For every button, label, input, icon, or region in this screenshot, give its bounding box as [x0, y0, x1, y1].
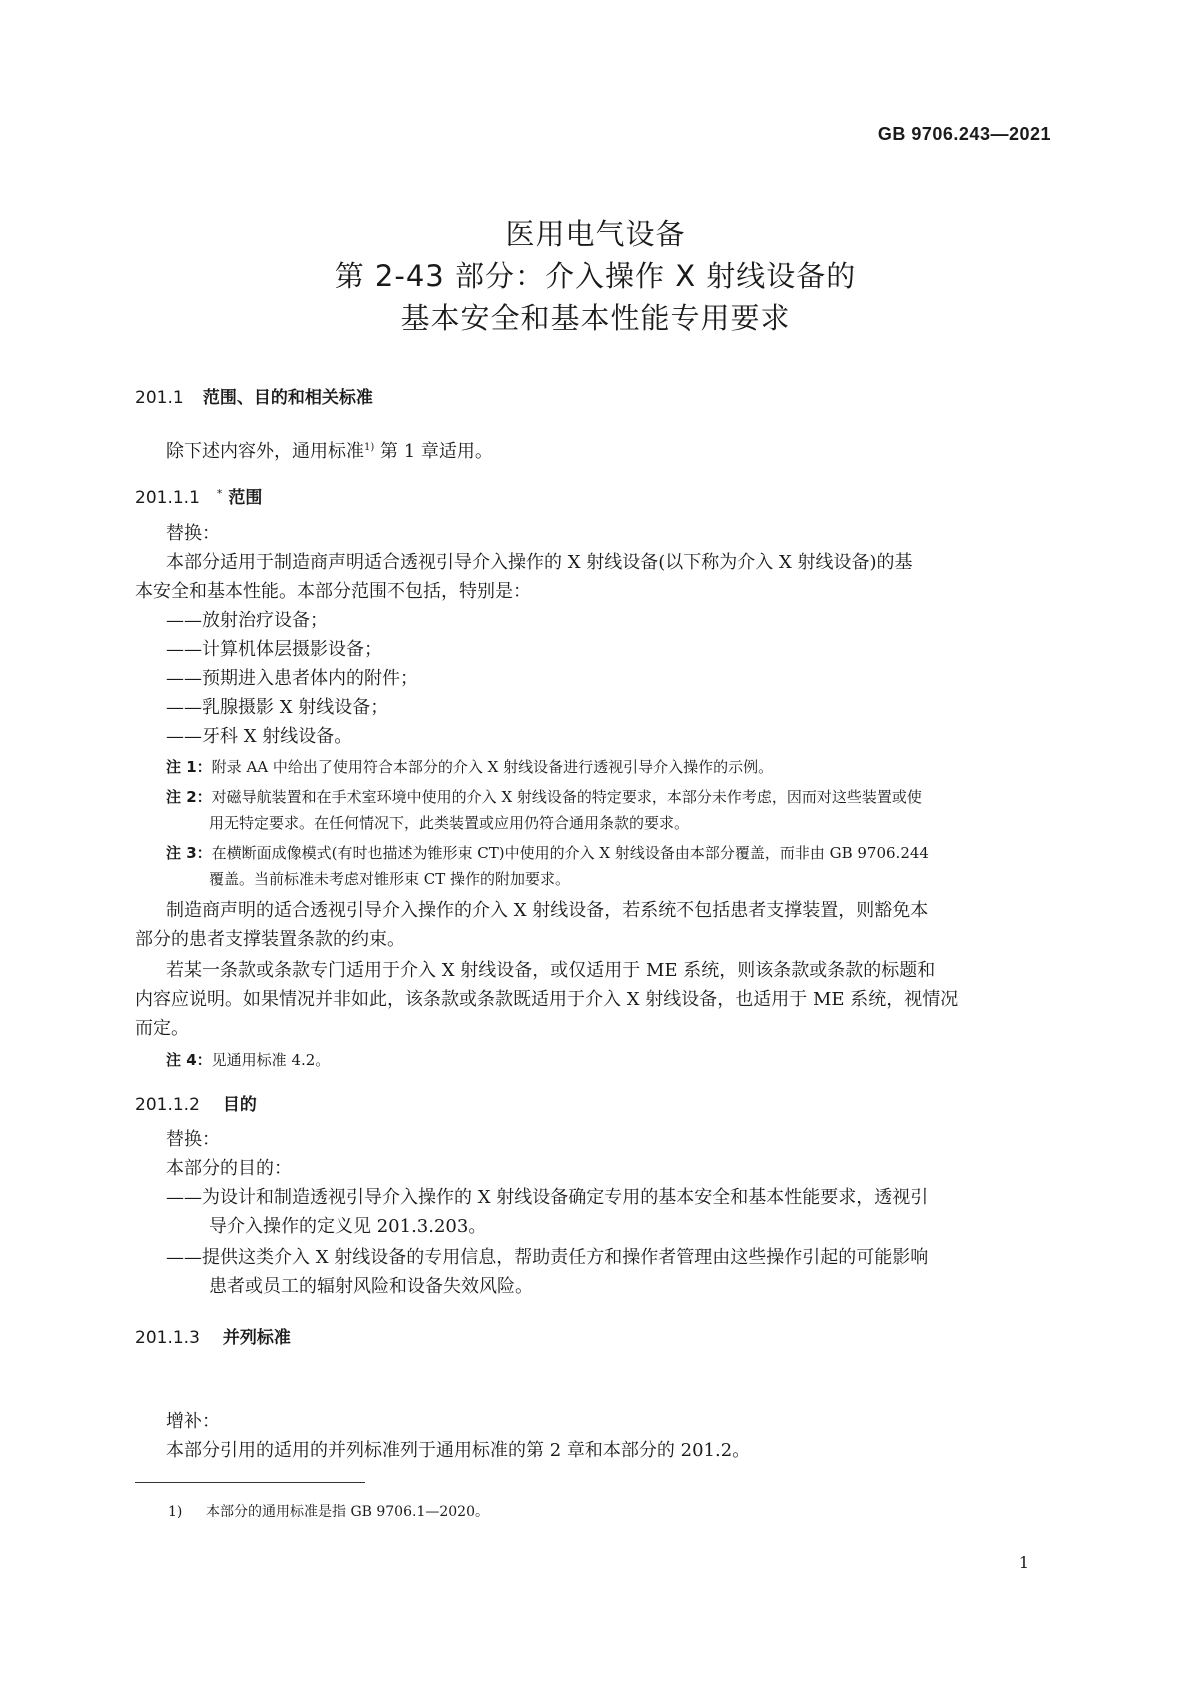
note-3: 注 3：在横断面成像模式(有时也描述为锥形束 CT)中使用的介入 X 射线设备由本部分覆盖，而非由 GB 9706.244 [166, 844, 929, 862]
note-1: 注 1：附录 AA 中给出了使用符合本部分的介入 X 射线设备进行透视引导介入操作的示例。 [166, 758, 774, 776]
scope-para-line: 本安全和基本性能。本部分范围不包括，特别是： [135, 581, 531, 602]
section-heading-201-1-1: 201.1.1 * 范围 [135, 487, 263, 508]
para-line: 部分的患者支撑装置条款的约束。 [135, 929, 405, 950]
para-line: 若某一条款或条款专门适用于介入 X 射线设备，或仅适用于 ME 系统，则该条款或条款的标题和 [166, 960, 936, 981]
para-line: 内容应说明。如果情况并非如此，该条款或条款既适用于介入 X 射线设备，也适用于 ME 系统，视情况 [135, 989, 959, 1010]
list-item: ——牙科 X 射线设备。 [166, 726, 353, 747]
supplement-label: 增补： [166, 1411, 220, 1432]
standard-number: GB 9706.243—2021 [877, 124, 1051, 144]
title-line-1: 医用电气设备 [505, 217, 686, 251]
list-item: ——乳腺摄影 X 射线设备； [166, 697, 389, 718]
note-2: 注 2：对磁导航装置和在手术室环境中使用的介入 X 射线设备的特定要求，本部分未作考虑，因而对这些装置或使 [166, 788, 922, 806]
title-line-3: 基本安全和基本性能专用要求 [400, 301, 791, 335]
page-number: 1 [1018, 1553, 1029, 1572]
supplement-text: 本部分引用的适用的并列标准列于通用标准的第 2 章和本部分的 201.2。 [166, 1440, 751, 1461]
note-2-cont: 用无特定要求。在任何情况下，此类装置或应用仍符合通用条款的要求。 [209, 814, 690, 832]
para-line: 而定。 [135, 1018, 189, 1039]
purpose-item-cont: 导介入操作的定义见 201.3.203。 [209, 1216, 487, 1237]
note-4: 注 4：见通用标准 4.2。 [166, 1051, 331, 1069]
footnote-divider [135, 1482, 365, 1483]
purpose-item-cont: 患者或员工的辐射风险和设备失效风险。 [209, 1276, 533, 1297]
replace-label-1: 替换： [166, 523, 220, 544]
scope-para-line: 本部分适用于制造商声明适合透视引导介入操作的 X 射线设备(以下称为介入 X 射线设备)的基 [166, 552, 913, 573]
para-line: 制造商声明的适合透视引导介入操作的介入 X 射线设备，若系统不包括患者支撑装置，则豁免本 [166, 900, 929, 921]
list-item: ——放射治疗设备； [166, 610, 328, 631]
list-item: ——计算机体层摄影设备； [166, 639, 382, 660]
purpose-item: ——提供这类介入 X 射线设备的专用信息，帮助责任方和操作者管理由这些操作引起的可能影响 [166, 1247, 929, 1268]
title-line-2: 第 2-43 部分：介入操作 X 射线设备的 [334, 259, 857, 293]
section-heading-201-1: 201.1 范围、目的和相关标准 [135, 388, 373, 408]
intro-paragraph: 除下述内容外，通用标准$^{1)}$ 第 1 章适用。 [166, 441, 493, 462]
purpose-item: ——为设计和制造透视引导介入操作的 X 射线设备确定专用的基本安全和基本性能要求，透视引 [166, 1187, 929, 1208]
list-item: ——预期进入患者体内的附件； [166, 668, 418, 689]
section-heading-201-1-3: 201.1.3 并列标准 [135, 1328, 291, 1348]
purpose-lead: 本部分的目的： [166, 1158, 292, 1179]
note-3-cont: 覆盖。当前标准未考虑对锥形束 CT 操作的附加要求。 [209, 870, 571, 888]
footnote: 1) 本部分的通用标准是指 GB 9706.1—2020。 [168, 1504, 489, 1520]
section-heading-201-1-2: 201.1.2 目的 [135, 1095, 257, 1115]
replace-label-2: 替换： [166, 1129, 220, 1150]
